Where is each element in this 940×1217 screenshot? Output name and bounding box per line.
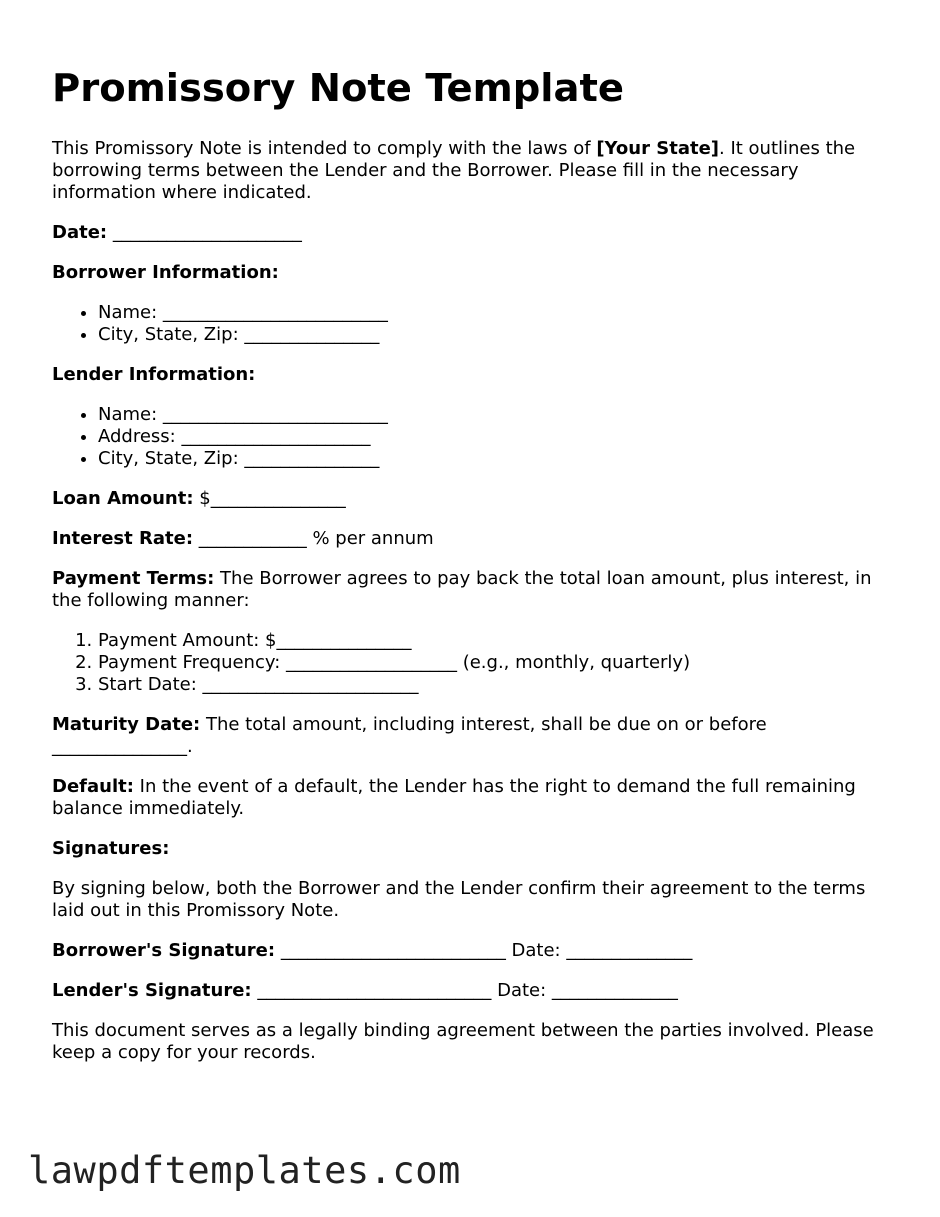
borrower-list — [52, 302, 902, 346]
date-blank: _____________________ — [107, 222, 302, 243]
lender-signature-blank: __________________________ Date: ______________ — [251, 980, 678, 1001]
intro-paragraph — [52, 138, 902, 204]
lender-heading: Lender Information: — [52, 364, 256, 385]
signatures-heading: Signatures: — [52, 838, 170, 859]
borrower-signature-blank: _________________________ Date: ______________ — [275, 940, 693, 961]
payment-terms-list — [52, 630, 902, 696]
default-paragraph — [52, 776, 902, 820]
loan-amount-label: Loan Amount: — [52, 488, 194, 509]
interest-rate-label: Interest Rate: — [52, 528, 194, 549]
closing-paragraph: This document serves as a legally binding agreement between the parties involved. Please keep a copy for your records. — [52, 1020, 874, 1063]
intro-text-before: This Promissory Note is intended to comply with the laws of — [52, 138, 597, 159]
lender-name-item: • Name: _________________________ — [98, 404, 902, 426]
borrower-signature-line — [52, 940, 902, 962]
interest-rate-field — [52, 528, 902, 550]
maturity-paragraph — [52, 714, 902, 758]
start-date-item: 3. Start Date: ________________________ — [98, 674, 902, 696]
default-label: Default: — [52, 776, 134, 797]
date-label: Date: — [52, 222, 108, 243]
borrower-name-item: • Name: _________________________ — [98, 302, 902, 324]
borrower-signature-label: Borrower's Signature: — [52, 940, 276, 961]
payment-amount-item: 1. Payment Amount: $_______________ — [98, 630, 902, 652]
payment-terms-text: The Borrower agrees to pay back the total loan amount, plus interest, in the following manner: — [52, 568, 872, 611]
maturity-text: The total amount, including interest, shall be due on or before _______________. — [52, 714, 767, 757]
signatures-text: By signing below, both the Borrower and the Lender confirm their agreement to the terms laid out in this Promissory Note. — [52, 878, 866, 921]
document-page — [52, 66, 902, 1064]
intro-text-after: . It outlines the borrowing terms between the Lender and the Borrower. Please fill in the necessary information where indicated. — [52, 138, 856, 203]
interest-rate-blank: ____________ % per annum — [193, 528, 434, 549]
lender-list — [52, 404, 902, 470]
lender-city-item: • City, State, Zip: _______________ — [98, 448, 902, 470]
lender-signature-line — [52, 980, 902, 1002]
lender-signature-label: Lender's Signature: — [52, 980, 252, 1001]
payment-frequency-item: 2. Payment Frequency: ___________________ (e.g., monthly, quarterly) — [98, 652, 902, 674]
borrower-city-item: • City, State, Zip: _______________ — [98, 324, 902, 346]
borrower-heading: Borrower Information: — [52, 262, 279, 283]
loan-amount-blank: $_______________ — [193, 488, 346, 509]
default-text: In the event of a default, the Lender has the right to demand the full remaining balance immediately. — [52, 776, 856, 819]
document-title: Promissory Note Template — [52, 66, 624, 111]
date-field — [52, 222, 902, 244]
payment-terms-label: Payment Terms: — [52, 568, 215, 589]
lender-address-item: • Address: _____________________ — [98, 426, 902, 448]
maturity-label: Maturity Date: — [52, 714, 201, 735]
loan-amount-field — [52, 488, 902, 510]
watermark-footer: lawpdftemplates.com — [28, 1149, 461, 1192]
payment-terms-paragraph — [52, 568, 902, 612]
state-placeholder: [Your State] — [596, 138, 719, 159]
